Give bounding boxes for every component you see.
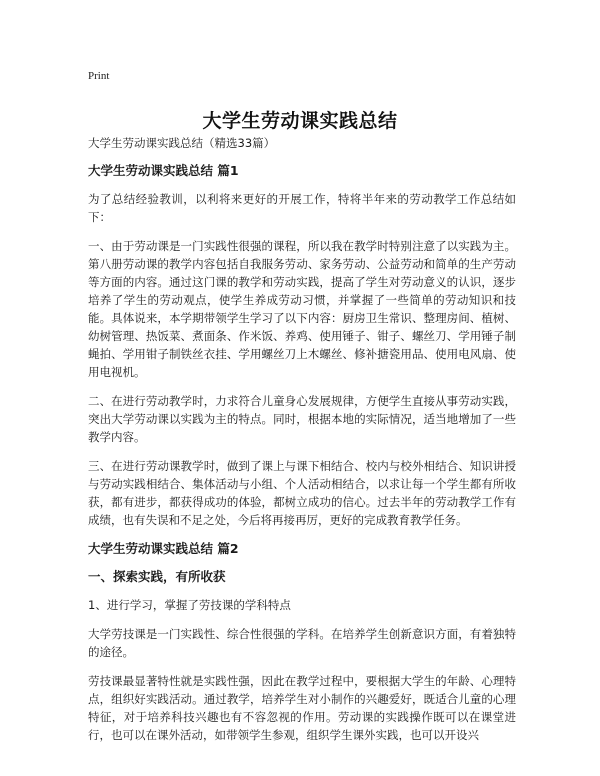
paragraph: 一、由于劳动课是一门实践性很强的课程，所以我在教学时特别注意了以实践为主。第八册劳动课的教学内容包括自我服务劳动、家务劳动、公益劳动和简单的生产劳动等方面的内容。通过这门课的教学和劳动实践，提高了学生对劳动意义的认识，逐步培养了学生的劳动观点，使学生养成劳动习惯，并掌握了一些简单的劳动知识和技能。具体说来，本学期带领学生学习了以下内容：厨房卫生常识、整理房间、植树、幼树管理、热饭菜、煮面条、作米饭、养鸡、使用锤子、钳子、螺丝刀、学用锤子制蝇拍、学用钳子制铁丝衣挂、学用螺丝刀上木螺丝、修补搪瓷用品、使用电风扇、使用电视机。 (88, 239, 516, 379)
print-label: Print (88, 70, 110, 82)
document-subtitle: 大学生劳动课实践总结（精选33篇） (88, 136, 276, 150)
section2-subheading: 一、探索实践，有所收获 (88, 569, 226, 584)
section2-heading: 大学生劳动课实践总结 篇2 (88, 541, 239, 556)
document-body (88, 134, 516, 755)
paragraph: 劳技课最显著特性就是实践性强，因此在教学过程中，要根据大学生的年龄、心理特点，组织好实践活动。通过教学，培养学生对小制作的兴趣爱好，既适合儿童的心理特征，对于培养科技兴趣也有不容忽视的作用。劳动课的实践操作既可以在课堂进行，也可以在课外活动，如带领学生参观，组织学生课外实践，也可以开设兴 (88, 674, 516, 742)
paragraph: 为了总结经验教训，以利将来更好的开展工作，特将半年来的劳动教学工作总结如下： (88, 192, 516, 224)
paragraph: 大学劳技课是一门实践性、综合性很强的学科。在培养学生创新意识方面，有着独特的途径。 (88, 627, 516, 659)
page-title: 大学生劳动课实践总结 (202, 110, 398, 132)
section1-heading: 大学生劳动课实践总结 篇1 (88, 163, 239, 178)
paragraph: 二、在进行劳动教学时，力求符合儿童身心发展规律，方便学生直接从事劳动实践，突出大学劳动课以实践为主的特点。同时，根据本地的实际情况，适当地增加了一些教学内容。 (88, 394, 516, 444)
section2-point: 1、进行学习，掌握了劳技课的学科特点 (88, 598, 291, 612)
paragraph: 三、在进行劳动课教学时，做到了课上与课下相结合、校内与校外相结合、知识讲授与劳动实践相结合、集体活动与小组、个人活动相结合，以求让每一个学生都有所收获，都有进步，都获得成功的体验，都树立成功的信心。过去半年的劳动教学工作有成绩，也有失误和不足之处，今后将再接再厉，更好的完成教育教学任务。 (88, 459, 516, 527)
